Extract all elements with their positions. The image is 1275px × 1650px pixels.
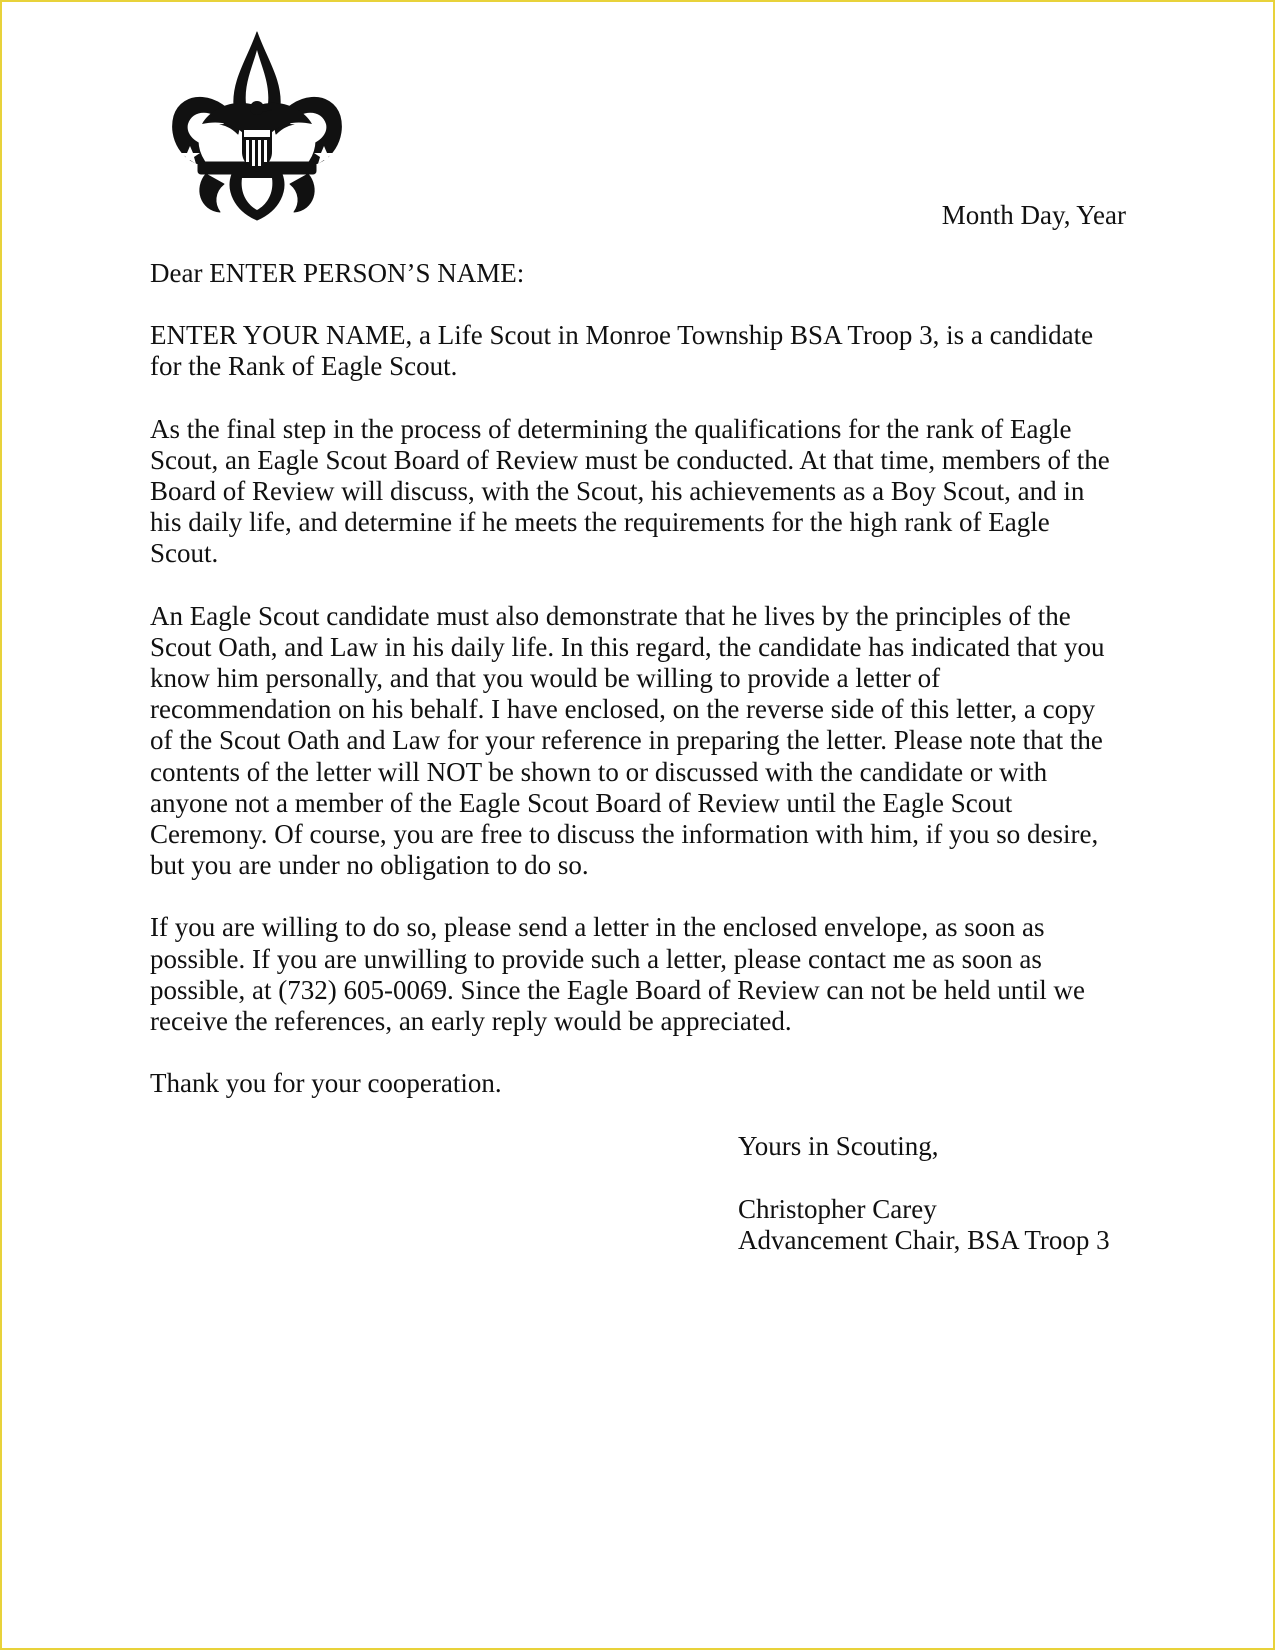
text-line: for the Rank of Eagle Scout. (150, 351, 458, 382)
paragraph-recommendation-request (150, 601, 1125, 882)
text-line: Scout Oath, and Law in his daily life. In this regard, the candidate has indicated that you (150, 631, 1105, 662)
text-line: Thank you for your cooperation. (150, 1068, 502, 1099)
signer-name: Christopher Carey (738, 1193, 937, 1224)
text-line: Ceremony. Of course, you are free to discuss the information with him, if you so desire, (150, 819, 1099, 850)
text-line: If you are willing to do so, please send a letter in the enclosed envelope, as soon as (150, 912, 1045, 943)
signature-block (738, 1194, 1110, 1257)
valediction (738, 1131, 1110, 1163)
text-line: ENTER YOUR NAME, a Life Scout in Monroe Township BSA Troop 3, is a candidate (150, 320, 1094, 351)
paragraph-board-of-review (150, 414, 1125, 570)
text-line: An Eagle Scout candidate must also demonstrate that he lives by the principles of the (150, 600, 1071, 631)
letter-date: Month Day, Year (941, 200, 1126, 230)
salutation-line: Dear ENTER PERSON’S NAME: (150, 258, 525, 288)
text-line: recommendation on his behalf. I have enclosed, on the reverse side of this letter, a copy (150, 694, 1096, 725)
text-line: Scout. (150, 538, 219, 569)
text-line: As the final step in the process of determining the qualifications for the rank of Eagle (150, 413, 1072, 444)
text-line: contents of the letter will NOT be shown to or discussed with the candidate or with (150, 756, 1048, 787)
text-line: know him personally, and that you would be willing to provide a letter of (150, 663, 941, 694)
signer-title: Advancement Chair, BSA Troop 3 (738, 1225, 1110, 1255)
text-line: but you are under no obligation to do so. (150, 850, 589, 881)
text-line: possible. If you are unwilling to provide such a letter, please contact me as soon as (150, 943, 1042, 974)
text-line: Board of Review will discuss, with the Scout, his achievements as a Boy Scout, and in (150, 476, 1085, 507)
paragraph-thank-you (150, 1068, 1125, 1099)
valediction-text: Yours in Scouting, (738, 1131, 939, 1161)
paragraph-reply-instructions (150, 912, 1125, 1037)
text-line: of the Scout Oath and Law for your reference in preparing the letter. Please note that the (150, 725, 1103, 756)
salutation (150, 258, 1125, 289)
text-line: Scout, an Eagle Scout Board of Review must be conducted. At that time, members of the (150, 444, 1110, 475)
text-line: his daily life, and determine if he meets the requirements for the high rank of Eagle (150, 507, 1050, 538)
text-line: anyone not a member of the Eagle Scout Board of Review until the Eagle Scout (150, 787, 1013, 818)
letter-body (150, 258, 1125, 1130)
paragraph-candidate-intro (150, 320, 1125, 382)
text-line: possible, at (732) 605-0069. Since the Eagle Board of Review can not be held until we (150, 974, 1086, 1005)
fleur-de-lis-eagle-emblem-icon (168, 28, 346, 224)
letter-closing (738, 1131, 1110, 1288)
text-line: receive the references, an early reply would be appreciated. (150, 1006, 792, 1037)
